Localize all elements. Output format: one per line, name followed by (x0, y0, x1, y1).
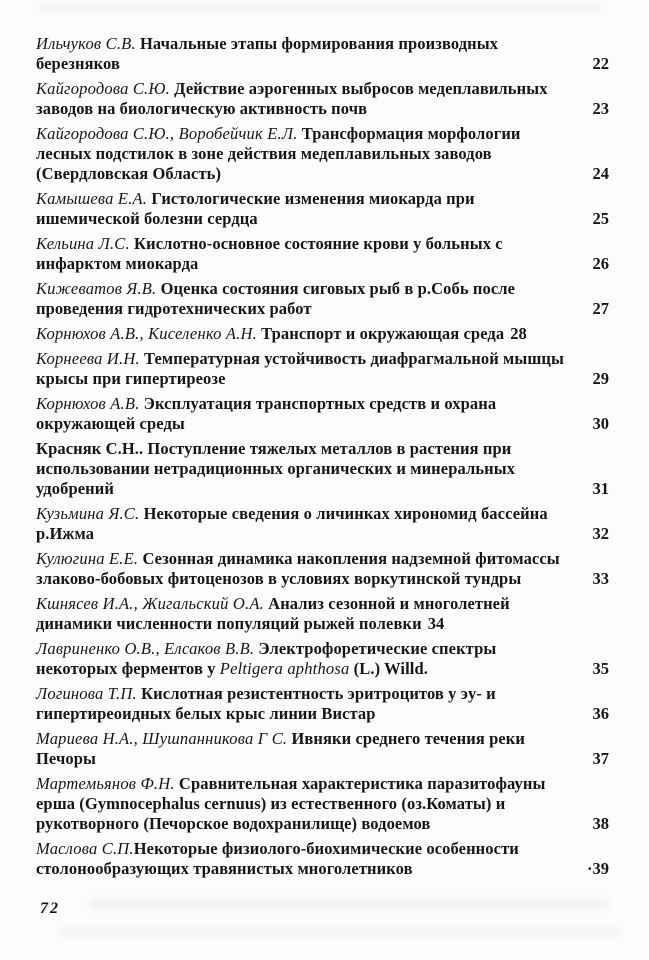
toc-line (36, 684, 609, 704)
author-name: Маслова С.П. (36, 839, 134, 858)
page-number: 26 (592, 254, 609, 273)
title-text: (Свердловская Область) (36, 164, 222, 183)
title-text: инфарктом миокарда (36, 254, 199, 273)
toc-entry (36, 234, 609, 274)
toc-entry (36, 324, 609, 344)
title-text: Ивняки среднего течения реки (287, 729, 526, 748)
toc-line (36, 459, 609, 479)
toc-entry (36, 549, 609, 589)
toc-line (36, 614, 609, 634)
title-text: крысы при гипертиреозе (36, 369, 226, 388)
title-text: Красняк С.Н.. Поступление тяжелых металлов в растения при (36, 439, 512, 458)
toc-line (36, 839, 609, 859)
toc-line (36, 814, 609, 834)
page-number: 28 (510, 324, 527, 343)
toc-line (36, 299, 609, 319)
page-number: 34 (427, 614, 445, 633)
title-text: динамики численности популяций рыжей полевки (36, 614, 422, 633)
author-name: Мариева Н.А., Шушпанникова Г С. (36, 729, 288, 748)
toc-line (36, 254, 609, 274)
title-text: р.Ижма (36, 524, 95, 543)
toc-entry (36, 279, 609, 319)
page-number: 35 (592, 659, 609, 678)
author-name: Корнюхов А.В. (36, 394, 140, 413)
toc-entry (36, 684, 609, 724)
title-text: Анализ сезонной и многолетней (263, 594, 510, 613)
page-number: 30 (592, 414, 609, 433)
toc-line (36, 34, 609, 54)
toc-line (36, 279, 609, 299)
toc-line (36, 774, 609, 794)
title-text: проведения гидротехнических работ (36, 299, 312, 318)
title-text: Транспорт и окружающая среда (256, 324, 505, 343)
page-number: 29 (592, 369, 609, 388)
author-name: Кижеватов Я.В. (36, 279, 157, 298)
page-number: 31 (592, 479, 609, 498)
title-text: ишемической болезни сердца (36, 209, 258, 228)
toc-line (36, 639, 609, 659)
title-text: удобрений (36, 479, 114, 498)
author-name: Кузьмина Я.С. (36, 504, 140, 523)
toc-line (36, 479, 609, 499)
toc-entry (36, 504, 609, 544)
title-text: Трансформация морфологии (297, 124, 521, 143)
page-number: 27 (592, 299, 609, 318)
toc-line (36, 414, 609, 434)
folio-page-number: 72 (40, 900, 60, 917)
toc-line (36, 79, 609, 99)
toc-line (36, 659, 609, 679)
author-name: Кельина Л.С. (36, 234, 130, 253)
author-name: Ильчуков С.В. (36, 34, 136, 53)
toc-line (36, 209, 609, 229)
title-text: Кислотно-основное состояние крови у больных с (129, 234, 503, 253)
title-text: (L.) Willd. (349, 659, 428, 678)
title-text: некоторых ферментов у (36, 659, 220, 678)
author-name: Корнеева И.Н. (36, 349, 140, 368)
title-text: столонообразующих травянистых многолетников (36, 859, 413, 878)
title-text: Начальные этапы формирования производных (135, 34, 499, 53)
page-number: 37 (592, 749, 609, 768)
title-text: рукотворного (Печорское водохранилище) водоемов (36, 814, 431, 833)
toc-line (36, 524, 609, 544)
page-number: 23 (592, 99, 609, 118)
page-number: 25 (592, 209, 609, 228)
toc-entry (36, 124, 609, 184)
title-text: Сравнительная характеристика паразитофауны (174, 774, 546, 793)
scan-artifact (60, 928, 620, 938)
toc-line (36, 324, 609, 344)
title-text: окружающей среды (36, 414, 185, 433)
toc-line (36, 439, 609, 459)
toc-entry (36, 79, 609, 119)
toc-line (36, 99, 609, 119)
toc-line (36, 504, 609, 524)
toc-line (36, 394, 609, 414)
toc-line (36, 144, 609, 164)
page-number: 36 (592, 704, 609, 723)
title-text: березняков (36, 54, 120, 73)
author-name: Кшнясев И.А., Жигальский О.А. (36, 594, 264, 613)
author-name: Кайгородова С.Ю. (36, 79, 170, 98)
toc-entry (36, 349, 609, 389)
title-text: заводов на биологическую активность почв (36, 99, 368, 118)
toc-entry (36, 594, 609, 634)
title-text: Гистологические изменения миокарда при (147, 189, 475, 208)
toc-entry (36, 34, 609, 74)
toc-line (36, 704, 609, 724)
toc-line (36, 859, 609, 879)
title-text: Температурная устойчивость диафрагмальной мышцы (139, 349, 565, 368)
author-name: Peltigera aphthosa (219, 659, 350, 678)
toc-entry (36, 639, 609, 679)
title-text: Эксплуатация транспортных средств и охрана (139, 394, 497, 413)
author-name: Корнюхов А.В., Киселенко А.Н. (36, 324, 257, 343)
toc-entry (36, 189, 609, 229)
author-name: Кулюгина Е.Е. (36, 549, 139, 568)
title-text: Кислотная резистентность эритроцитов у эу- и (136, 684, 496, 703)
page-number: ·39 (586, 859, 609, 878)
toc-entry (36, 839, 609, 879)
scan-artifact (40, 2, 600, 12)
toc-entry (36, 394, 609, 434)
toc-line (36, 124, 609, 144)
title-text: лесных подстилок в зоне действия медеплавильных заводов (36, 144, 492, 163)
title-text: Некоторые физиолого-биохимические особенности (133, 839, 519, 858)
page-number: 33 (592, 569, 609, 588)
toc-line (36, 349, 609, 369)
page-number: 32 (592, 524, 609, 543)
toc-list (36, 34, 609, 879)
title-text: использовании нетрадиционных органических и минеральных (36, 459, 516, 478)
title-text: Действие аэрогенных выбросов медеплавильных (169, 79, 548, 98)
title-text: Сезонная динамика накопления надземной фитомассы (138, 549, 560, 568)
toc-line (36, 164, 609, 184)
toc-line (36, 749, 609, 769)
title-text: злаково-бобовых фитоценозов в условиях воркутинской тундры (36, 569, 522, 588)
toc-line (36, 189, 609, 209)
title-text: Электрофоретические спектры (254, 639, 497, 658)
author-name: Лавриненко О.В., Елсаков В.В. (36, 639, 255, 658)
toc-line (36, 794, 609, 814)
toc-entry (36, 774, 609, 834)
page-number: 22 (592, 54, 609, 73)
toc-line (36, 549, 609, 569)
toc-line (36, 54, 609, 74)
title-text: гипертиреоидных белых крыс линии Вистар (36, 704, 376, 723)
toc-line (36, 369, 609, 389)
author-name: Логинова Т.П. (36, 684, 137, 703)
toc-entry (36, 729, 609, 769)
author-name: Мартемьянов Ф.Н. (36, 774, 175, 793)
title-text: Печоры (36, 749, 96, 768)
toc-line (36, 569, 609, 589)
title-text: ерша (Gymnocephalus cernuus) из естественного (оз.Коматы) и (36, 794, 506, 813)
toc-line (36, 594, 609, 614)
page-number: 38 (592, 814, 609, 833)
toc-line (36, 234, 609, 254)
page-number: 24 (592, 164, 609, 183)
toc-line (36, 729, 609, 749)
author-name: Кайгородова С.Ю., Воробейчик Е.Л. (36, 124, 298, 143)
title-text: Оценка состояния сиговых рыб в р.Собь после (156, 279, 516, 298)
scan-artifact (90, 898, 610, 910)
toc-entry (36, 439, 609, 499)
title-text: Некоторые сведения о личинках хирономид бассейна (139, 504, 548, 523)
author-name: Камышева Е.А. (36, 189, 148, 208)
